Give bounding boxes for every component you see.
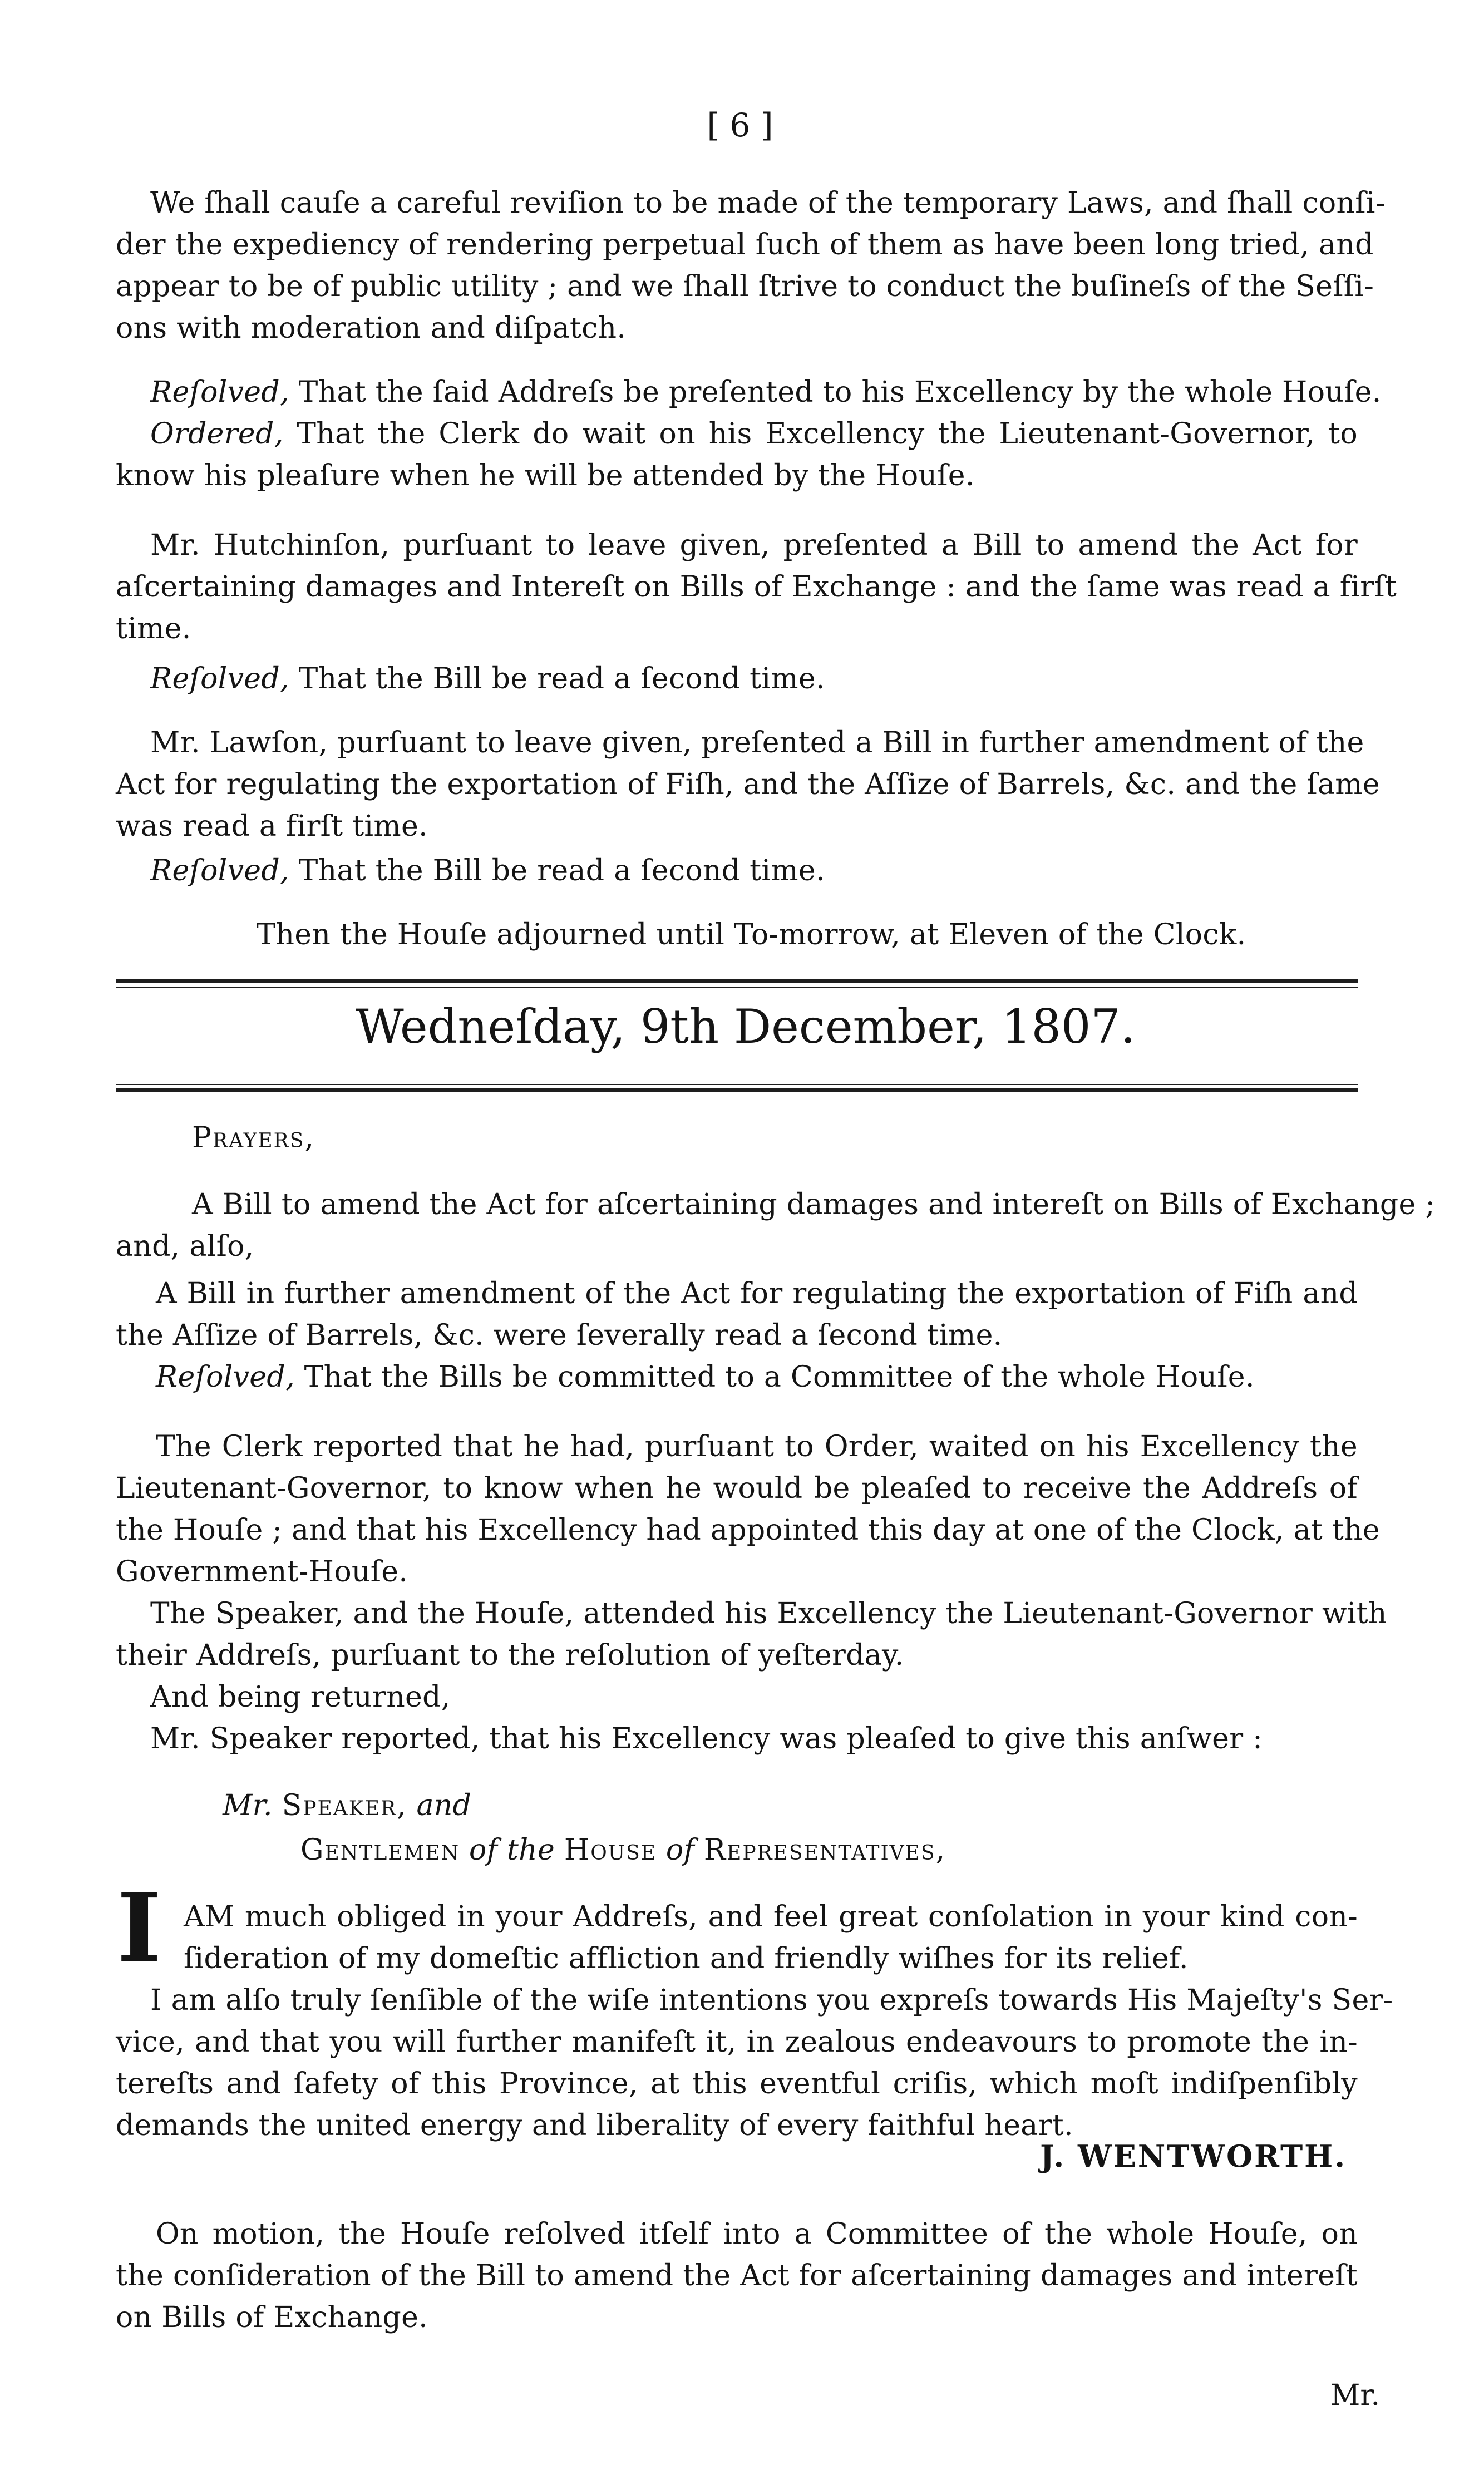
hutchinson-line-3: time.	[116, 612, 191, 645]
resolved-text: That the Bills be committed to a Committee of the whole Houſe.	[304, 1360, 1255, 1394]
answer-line-5: tereſts and ſafety of this Province, at this eventful criſis, which moſt indiſpenſibly	[116, 2067, 1358, 2101]
resolved-address	[150, 373, 1382, 412]
page-number: [ 6 ]	[707, 106, 773, 144]
clerk-report-line-1: The Clerk reported that he had, purſuant to Order, waited on his Excellency the	[156, 1430, 1358, 1463]
resolved-label: Reſolved,	[150, 662, 289, 696]
clerk-report-line-2: Lieutenant-Governor, to know when he would be pleaſed to receive the Addreſs of	[116, 1472, 1358, 1505]
being-returned-line: And being returned,	[150, 1680, 451, 1714]
of-label: of	[665, 1833, 695, 1867]
and-label: and	[416, 1789, 472, 1822]
resolved-label: Reſolved,	[150, 854, 289, 888]
committee-line-1: On motion, the Houſe reſolved itſelf into a Committee of the whole Houſe, on	[156, 2217, 1358, 2251]
resolved-label: Reſolved,	[150, 376, 289, 409]
ordered-text: That the Clerk do wait on his Excellency the Lieutenant-Governor, to	[297, 417, 1358, 451]
rule-upper-thick	[116, 979, 1358, 983]
bills-line-2: and, alſo,	[116, 1230, 254, 1263]
speaker-attended-line-2: their Addreſs, purſuant to the reſolution of yeſterday.	[116, 1639, 904, 1672]
continuation-line-3: appear to be of public utility ; and we ſhall ſtrive to conduct the buſineſs of the Seſſi-	[116, 270, 1374, 303]
bills-resolved	[156, 1358, 1255, 1397]
committee-line-2: the conſideration of the Bill to amend the Act for aſcertaining damages and intereſt	[116, 2259, 1358, 2292]
lawson-line-2: Act for regulating the exportation of Fiſh, and the Aſſize of Barrels, &c. and the ſame	[116, 768, 1380, 801]
speaker-reported-line: Mr. Speaker reported, that his Excellency was pleaſed to give this anſwer :	[150, 1722, 1263, 1756]
answer-line-3: I am alſo truly ſenſible of the wiſe intentions you expreſs towards His Majeſty's Ser-	[150, 1984, 1393, 2017]
resolved-label: Reſolved,	[156, 1360, 295, 1394]
salutation-line-2	[300, 1831, 946, 1870]
rule-lower-thin	[116, 1084, 1358, 1085]
catchword: Mr.	[1330, 2379, 1380, 2412]
clerk-report-line-4: Government-Houſe.	[116, 1555, 408, 1589]
answer-line-2: ſideration of my domeſtic affliction and friendly wiſhes for its relief.	[184, 1942, 1189, 1975]
hutchinson-line-2: aſcertaining damages and Intereſt on Bills of Exchange : and the ſame was read a firſt	[116, 570, 1397, 604]
resolved-text: That the Bill be read a ſecond time.	[298, 662, 825, 696]
salutation-line-1	[223, 1786, 471, 1825]
gentlemen-label: Gentlemen	[300, 1833, 460, 1867]
of-the-label: of the	[469, 1833, 555, 1867]
day-heading: Wedneſday, 9th December, 1807.	[356, 999, 1136, 1054]
rule-upper-thin	[116, 987, 1358, 988]
ordered-label: Ordered,	[150, 417, 284, 451]
answer-line-4: vice, and that you will further manifeſt it, in zealous endeavours to promote the in-	[116, 2025, 1358, 2059]
hutchinson-line-1: Mr. Hutchinſon, purſuant to leave given, preſented a Bill to amend the Act for	[150, 529, 1358, 562]
clerk-report-line-3: the Houſe ; and that his Excellency had appointed this day at one of the Clock, at the	[116, 1513, 1380, 1547]
hutchinson-resolved	[150, 659, 825, 698]
resolved-text: That the ſaid Addreſs be preſented to his Excellency by the whole Houſe.	[298, 376, 1382, 409]
signature: J. WENTWORTH.	[1040, 2138, 1347, 2174]
committee-line-3: on Bills of Exchange.	[116, 2301, 428, 2334]
speaker-attended-line-1: The Speaker, and the Houſe, attended his Excellency the Lieutenant-Governor with	[150, 1597, 1387, 1630]
continuation-line-1: We ſhall cauſe a careful reviſion to be made of the temporary Laws, and ſhall conſi-	[150, 186, 1386, 220]
house-label: House	[564, 1833, 657, 1867]
lawson-line-1: Mr. Lawſon, purſuant to leave given, preſented a Bill in further amendment of the	[150, 726, 1364, 760]
resolved-text: That the Bill be read a ſecond time.	[298, 854, 825, 888]
representatives-label: Representatives,	[703, 1833, 946, 1867]
bills-line-1: A Bill to amend the Act for aſcertaining damages and intereſt on Bills of Exchange ;	[192, 1188, 1436, 1221]
drop-cap: I	[117, 1872, 161, 1984]
answer-line-1: AM much obliged in your Addreſs, and feel great conſolation in your kind con-	[184, 1900, 1358, 1934]
ordered-line-2: know his pleaſure when he will be attended by the Houſe.	[116, 459, 975, 492]
lawson-resolved	[150, 851, 825, 890]
ordered-line-1	[150, 415, 1358, 453]
lawson-line-3: was read a firſt time.	[116, 810, 428, 843]
bills-line-4: the Aſſize of Barrels, &c. were ſeverally read a ſecond time.	[116, 1319, 1003, 1352]
speaker-label: Speaker,	[282, 1789, 407, 1822]
rule-lower-thick	[116, 1088, 1358, 1092]
prayers-label: Prayers,	[192, 1121, 315, 1155]
continuation-line-2: der the expediency of rendering perpetual ſuch of them as have been long tried, and	[116, 228, 1374, 262]
bills-line-3: A Bill in further amendment of the Act for regulating the exportation of Fiſh and	[156, 1277, 1358, 1310]
answer-line-6: demands the united energy and liberality of every faithful heart.	[116, 2109, 1073, 2142]
continuation-line-4: ons with moderation and diſpatch.	[116, 312, 627, 345]
adjourned-line: Then the Houſe adjourned until To-morrow, at Eleven of the Clock.	[256, 918, 1246, 951]
mr-label: Mr.	[223, 1789, 273, 1822]
